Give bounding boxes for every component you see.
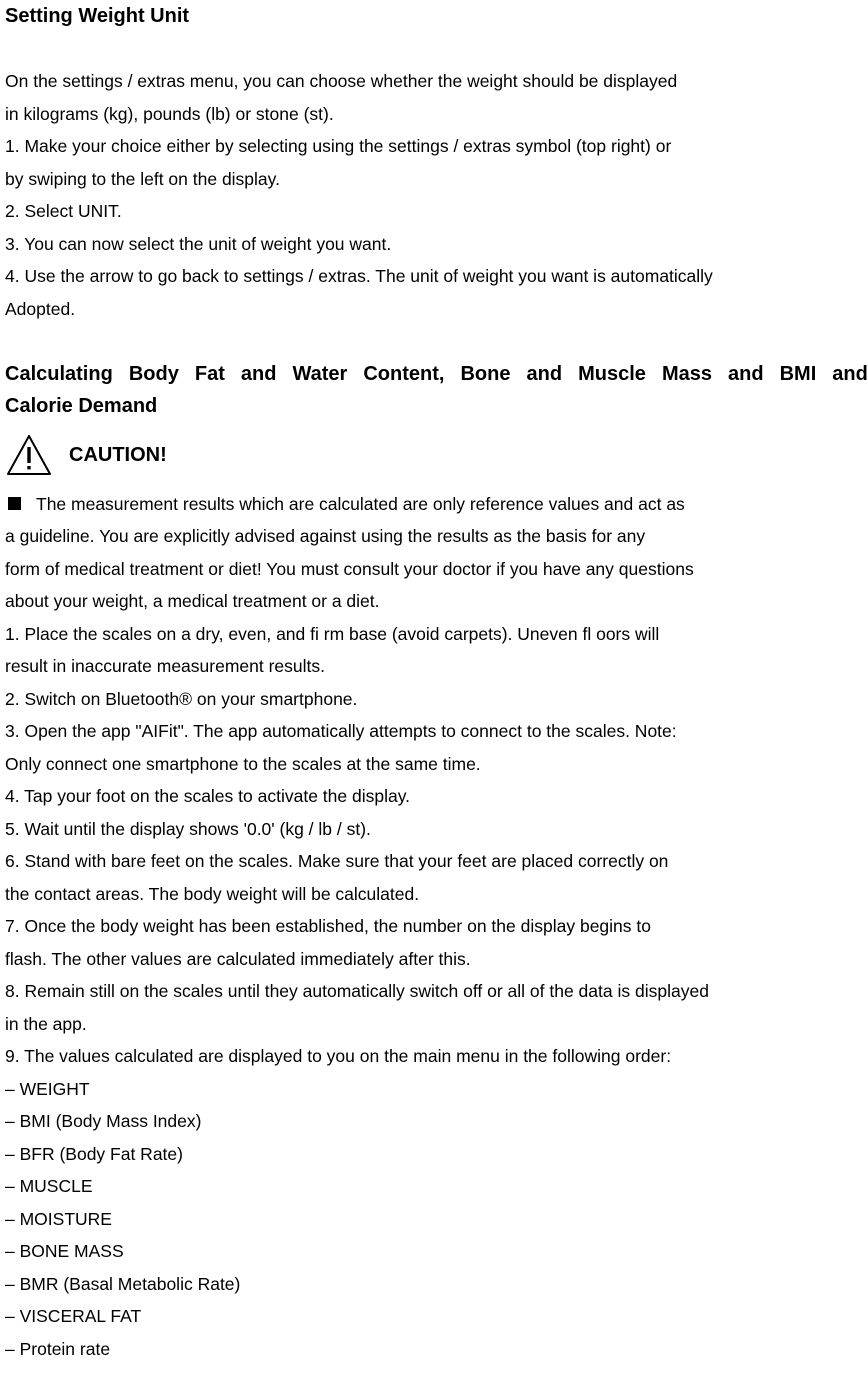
- text-line: Only connect one smartphone to the scales at the same time.: [5, 753, 481, 774]
- list-item: – WEIGHT: [5, 1078, 90, 1099]
- text-line: 4. Use the arrow to go back to settings / extras. The unit of weight you want is automatically: [5, 266, 713, 286]
- text-line: 8. Remain still on the scales until they automatically switch off or all of the data is displayed: [5, 981, 709, 1001]
- text-line: result in inaccurate measurement results.: [5, 656, 325, 676]
- title-word: Bone: [460, 362, 511, 385]
- list-item: – Protein rate: [5, 1338, 111, 1359]
- caution-banner: [5, 423, 868, 488]
- text-line: 3. You can now select the unit of weight you want.: [5, 233, 392, 254]
- text-line: 1. Place the scales on a dry, even, and fi rm base (avoid carpets). Uneven fl oors will: [5, 623, 660, 644]
- title-word: BMI: [779, 362, 817, 385]
- title-word: Calculating: [5, 362, 113, 385]
- text-line: by swiping to the left on the display.: [5, 168, 280, 189]
- title-word: Fat: [194, 362, 225, 385]
- list-item: – BFR (Body Fat Rate): [5, 1143, 183, 1164]
- text-line: in the app.: [5, 1013, 87, 1034]
- text-line: 4. Tap your foot on the scales to activate the display.: [5, 786, 411, 806]
- title-word: and: [728, 362, 764, 385]
- section-title-weight-unit: Setting Weight Unit: [5, 5, 190, 27]
- title-word: Mass: [661, 362, 712, 385]
- list-item: – BMI (Body Mass Index): [5, 1111, 202, 1131]
- text-line: flash. The other values are calculated immediately after this.: [5, 948, 471, 969]
- text-line: about your weight, a medical treatment or a diet.: [5, 591, 380, 611]
- section-body-composition-body: [5, 520, 868, 1365]
- warning-triangle-icon: [5, 433, 53, 477]
- text-line: On the settings / extras menu, you can choose whether the weight should be displayed: [5, 71, 678, 91]
- spacer: [5, 33, 868, 66]
- title-word: and: [832, 362, 868, 385]
- text-line: 6. Stand with bare feet on the scales. Make sure that your feet are placed correctly on: [5, 851, 669, 871]
- spacer: [5, 325, 868, 358]
- list-item: – BMR (Basal Metabolic Rate): [5, 1273, 241, 1294]
- text-line: a guideline. You are explicitly advised against using the results as the basis for any: [5, 526, 646, 546]
- text-line: 2. Select UNIT.: [5, 201, 122, 221]
- list-item: – BONE MASS: [5, 1241, 124, 1261]
- text-line: form of medical treatment or diet! You must consult your doctor if you have any questions: [5, 558, 694, 579]
- caution-label: CAUTION!: [69, 443, 167, 466]
- text-line: 1. Make your choice either by selecting using the settings / extras symbol (top right) or: [5, 136, 672, 156]
- square-bullet-icon: [8, 497, 21, 510]
- list-item: – VISCERAL FAT: [5, 1306, 142, 1326]
- title-word: Content,: [363, 362, 445, 385]
- text-line: 9. The values calculated are displayed to you on the main menu in the following order:: [5, 1046, 672, 1066]
- text-line: 5. Wait until the display shows '0.0' (kg / lb / st).: [5, 818, 371, 839]
- text-line: 2. Switch on Bluetooth® on your smartphone.: [5, 688, 358, 709]
- title-word: Water: [292, 362, 348, 385]
- section-title-body-composition: [5, 358, 868, 391]
- list-item: – MOISTURE: [5, 1208, 112, 1229]
- text-line: in kilograms (kg), pounds (lb) or stone (st).: [5, 103, 334, 124]
- bullet-item: [5, 488, 868, 521]
- title-word: and: [240, 362, 277, 385]
- section-weight-unit-body: [5, 65, 868, 325]
- text-line: Adopted.: [5, 298, 76, 319]
- text-line: the contact areas. The body weight will be calculated.: [5, 883, 420, 904]
- bullet-text: The measurement results which are calculated are only reference values and act as: [36, 493, 685, 514]
- list-item: – MUSCLE: [5, 1176, 93, 1196]
- title-word: Muscle: [578, 362, 646, 385]
- title-word: Body: [128, 362, 179, 385]
- text-line: 3. Open the app "AIFit". The app automatically attempts to connect to the scales. Note:: [5, 721, 677, 741]
- section-title-line2: Calorie Demand: [5, 395, 158, 417]
- text-line: 7. Once the body weight has been established, the number on the display begins to: [5, 916, 651, 936]
- title-word: and: [526, 362, 563, 385]
